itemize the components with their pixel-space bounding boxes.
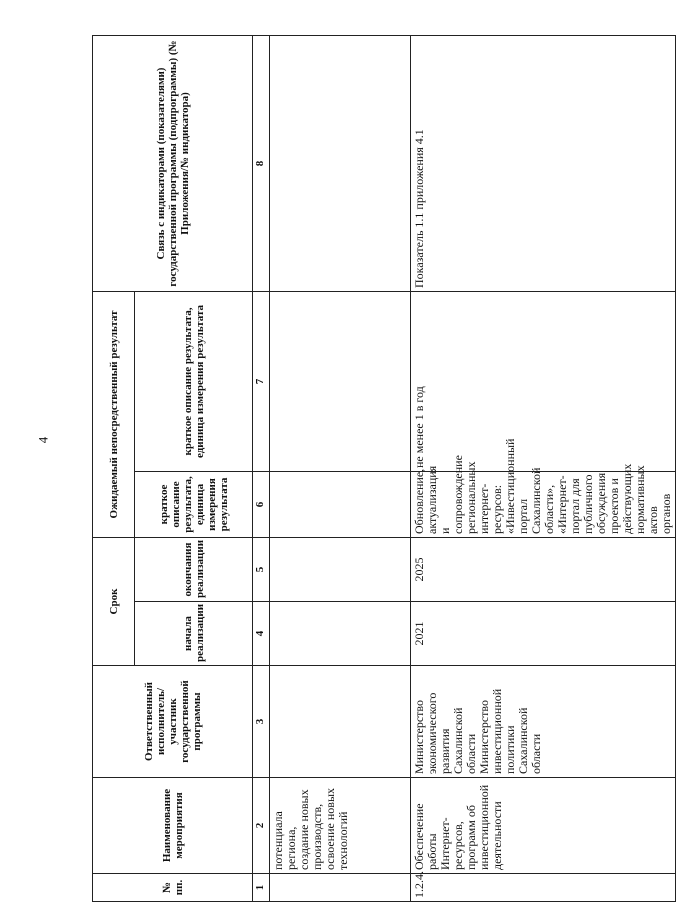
cell-start: 2021 (411, 602, 676, 666)
cell-result-short: не менее 1 в год (411, 292, 676, 472)
cell-end (270, 538, 411, 602)
cell-num: 1.2.4. (411, 874, 676, 902)
header-term-end: окончания реализации (135, 538, 253, 602)
cell-link (270, 36, 411, 292)
cell-num (270, 874, 411, 902)
column-number: 5 (253, 538, 270, 602)
cell-name: Обеспечение работы Интернет-ресурсов, программ об инвестиционной деятельности (411, 778, 676, 874)
column-number: 3 (253, 666, 270, 778)
header-expected-desc-2: краткое описание результата, единица измерения результата (135, 292, 253, 472)
table-row (270, 36, 411, 902)
cell-name: потенциала региона, создание новых производств, освоение новых технологий (270, 778, 411, 874)
cell-end: 2025 (411, 538, 676, 602)
header-executor: Ответственный исполнитель/участник государственной программы (93, 666, 253, 778)
column-number: 6 (253, 472, 270, 538)
column-number: 8 (253, 36, 270, 292)
page-number: 4 (35, 436, 51, 444)
header-num: № пп. (93, 874, 253, 902)
header-term: Срок (93, 538, 135, 666)
column-number: 2 (253, 778, 270, 874)
cell-link: Показатель 1.1 приложения 4.1 (411, 36, 676, 292)
rotated-table-container (92, 36, 673, 902)
column-number: 1 (253, 874, 270, 902)
cell-result (270, 472, 411, 538)
header-expected-desc: краткое описание результата, единица измерения результата (135, 472, 253, 538)
header-term-start: начала реализации (135, 602, 253, 666)
cell-result-short (270, 292, 411, 472)
cell-executor: Министерство экономического развития Сахалинской области Министерство инвестиционной политики Сахалинской области (411, 666, 676, 778)
column-number: 4 (253, 602, 270, 666)
header-expected: Ожидаемый непосредственный результат (93, 292, 135, 538)
column-number: 7 (253, 292, 270, 472)
header-link: Связь с индикаторами (показателями) государственной программы (подпрограммы) (№ Приложения/№ индикатора) (93, 36, 253, 292)
cell-start (270, 602, 411, 666)
cell-executor (270, 666, 411, 778)
header-name: Наименование мероприятия (93, 778, 253, 874)
cell-result: Обновление, актуализация и сопровождение региональных интернет-ресурсов: «Инвестиционный портал Сахалинской области», «Интернет-портал для публичного обсуждения проектов и действующих нормативных актов органов (411, 472, 676, 538)
column-number-row (253, 36, 270, 902)
measures-table (92, 35, 676, 902)
table-row (411, 36, 676, 902)
